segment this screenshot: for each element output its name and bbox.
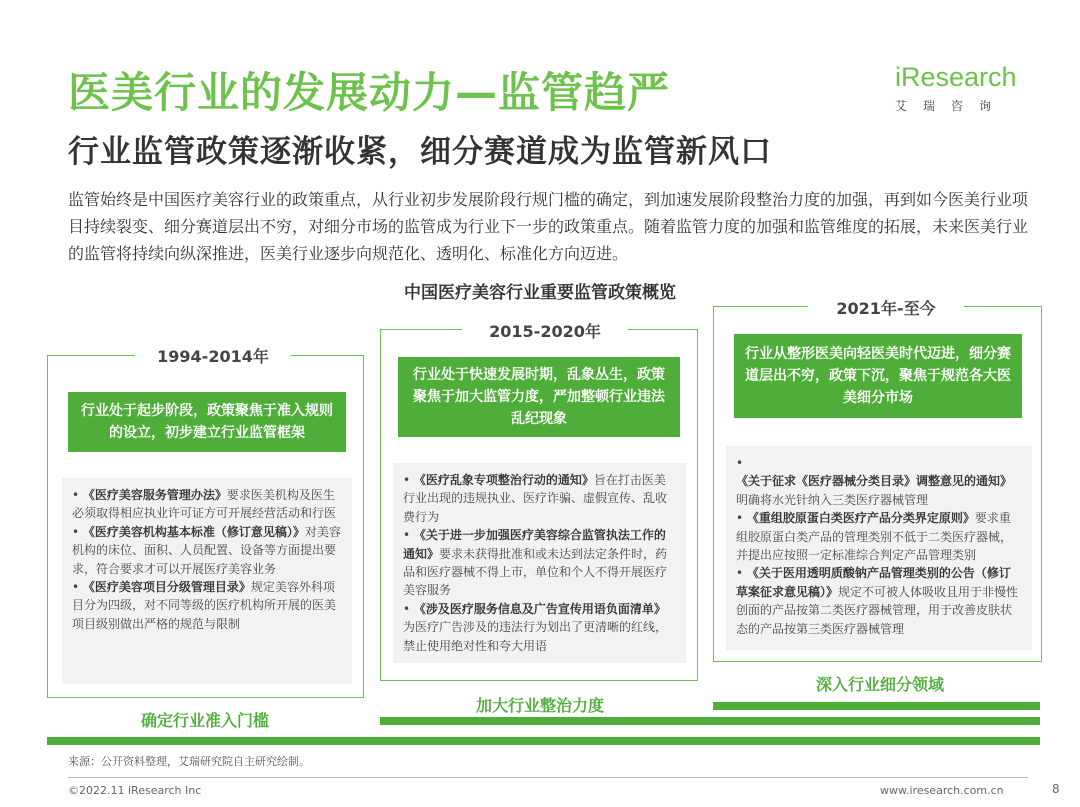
- policy-name: 《涉及医疗服务信息及广告宣传用语负面清单》: [413, 601, 666, 616]
- policy-text: 为医疗广告涉及的违法行为划出了更清晰的红线，禁止使用绝对性和夸大用语: [403, 620, 668, 653]
- website-link[interactable]: www.iresearch.com.cn: [880, 784, 1004, 797]
- policy-item: • 《关于医用透明质酸钠产品管理类别的公告（修订草案征求意见稿）》规定不可被人体吸收且用于非慢性创面的产品按第二类医疗器械管理，用于改善皮肤状态的产品按第三类医疗器械管理: [736, 566, 1019, 636]
- policy-text: 规定美容外科项目分为四级，对不同等级的医疗机构所开展的医美项目级别做出严格的规范与限制: [72, 580, 337, 631]
- policy-text: 要求医美机构及医生必须取得相应执业许可证方可开展经营活动和行医: [72, 488, 337, 521]
- policy-name: 《关于征求《医疗器械分类目录》调整意见的通知》: [736, 474, 1013, 489]
- period-title-3: 2021年-至今: [808, 296, 964, 319]
- phase-bar-1: [47, 737, 1040, 745]
- policy-item: • 《医疗乱象专项整治行动的通知》旨在打击医美行业出现的违规执业、医疗诈骗、虚假宣传、乱收费行为: [403, 473, 668, 524]
- policy-item: • 《重组胶原蛋白类医疗产品分类界定原则》要求重组胶原蛋白类产品的管理类别不低于二类医疗器械，并提出应按照一定标准综合判定产品管理类别: [736, 511, 1013, 563]
- policy-text: 对美容机构的床位、面积、人员配置、设备等方面提出要求，符合要求才可以开展医疗美容业务: [72, 524, 341, 576]
- period-summary-2: 行业处于快速发展时期，乱象丛生，政策聚焦于加大监管力度，严加整顿行业违法乱纪现象: [398, 357, 680, 437]
- phase-bar-3: [713, 702, 1040, 710]
- policy-name: 《医疗乱象专项整治行动的通知》: [413, 473, 594, 487]
- policy-text: 要求重组胶原蛋白类产品的管理类别不低于二类医疗器械，并提出应按照一定标准综合判定产品管理类别: [736, 511, 1013, 563]
- overview-title: 中国医疗美容行业重要监管政策概览: [404, 283, 676, 303]
- policy-name: 《关于医用透明质酸钠产品管理类别的公告（修订草案征求意见稿）》: [736, 566, 1011, 599]
- policy-name: 《关于进一步加强医疗美容综合监管执法工作的通知》: [403, 528, 666, 561]
- page-number: 8: [1052, 782, 1060, 796]
- logo-sub-text: 艾瑞咨询: [895, 99, 1008, 113]
- policy-name: 《医疗美容项目分级管理目录》: [82, 580, 251, 595]
- policy-text: 要求未获得批准和或未达到法定条件时，药品和医疗器械不得上市，单位和个人不得开展医疗美容服务: [403, 546, 668, 598]
- policy-name: 《重组胶原蛋白类医疗产品分类界定原则》: [746, 511, 975, 526]
- policy-item: • 《医疗美容项目分级管理目录》规定美容外科项目分为四级，对不同等级的医疗机构所开展的医美项目级别做出严格的规范与限制: [72, 580, 337, 631]
- policy-list-2: [393, 463, 686, 663]
- policy-text: 规定不可被人体吸收且用于非慢性创面的产品按第二类医疗器械管理，用于改善皮肤状态的产品按第三类医疗器械管理: [736, 584, 1019, 636]
- policy-list-1: [62, 478, 352, 684]
- phase-label-1: 确定行业准入门槛: [140, 711, 269, 730]
- page-subtitle: 行业监管政策逐渐收紧，细分赛道成为监管新风口: [68, 134, 772, 170]
- iresearch-logo: [895, 62, 1045, 114]
- policy-list-3: [726, 446, 1032, 650]
- copyright: ©2022.11 iResearch Inc: [68, 784, 202, 797]
- policy-text: 旨在打击医美行业出现的违规执业、医疗诈骗、虚假宣传、乱收费行为: [403, 473, 668, 524]
- period-title-2: 2015-2020年: [462, 319, 628, 342]
- logo-main-text: iResearch: [895, 62, 1017, 92]
- period-summary-3: 行业从整形医美向轻医美时代迈进，细分赛道层出不穷，政策下沉，聚焦于规范各大医美细分市场: [734, 334, 1022, 418]
- policy-text: 明确将水光针纳入三类医疗器械管理: [736, 492, 929, 507]
- phase-label-2: 加大行业整治力度: [475, 696, 604, 715]
- intro-paragraph: 监管始终是中国医疗美容行业的政策重点，从行业初步发展阶段行规门槛的确定，到加速发展阶段整治力度的加强，再到如今医美行业项目持续裂变、细分赛道层出不穷，对细分市场的监管成为行业下一步的政策重点。随着监管力度的加强和监管维度的拓展，未来医美行业的监管将持续向纵深推进，医美行业逐步向规范化、透明化、标准化方向迈进。: [68, 190, 1029, 263]
- policy-item: • 《关于征求《医疗器械分类目录》调整意见的通知》明确将水光针纳入三类医疗器械管理: [736, 456, 1013, 507]
- phase-bar-2: [380, 717, 1040, 725]
- phase-label-3: 深入行业细分领域: [815, 675, 944, 694]
- page-title: 医美行业的发展动力—监管趋严: [68, 68, 671, 117]
- policy-item: • 《关于进一步加强医疗美容综合监管执法工作的通知》要求未获得批准和或未达到法定条件时，药品和医疗器械不得上市，单位和个人不得开展医疗美容服务: [403, 528, 668, 598]
- period-summary-1: 行业处于起步阶段，政策聚焦于准入规则的设立，初步建立行业监管框架: [68, 392, 346, 452]
- footer-divider: [68, 777, 1028, 778]
- policy-name: 《医疗美容服务管理办法》: [82, 488, 227, 502]
- policy-name: 《医疗美容机构基本标准（修订意见稿）》: [82, 524, 305, 539]
- policy-item: • 《涉及医疗服务信息及广告宣传用语负面清单》为医疗广告涉及的违法行为划出了更清晰的红线，禁止使用绝对性和夸大用语: [403, 601, 668, 653]
- source-note: 来源：公开资料整理，艾瑞研究院自主研究绘制。: [68, 755, 310, 768]
- period-title-1: 1994-2014年: [135, 344, 291, 367]
- policy-item: • 《医疗美容服务管理办法》要求医美机构及医生必须取得相应执业许可证方可开展经营活动和行医: [72, 488, 337, 521]
- policy-item: • 《医疗美容机构基本标准（修订意见稿）》对美容机构的床位、面积、人员配置、设备等方面提出要求，符合要求才可以开展医疗美容业务: [72, 524, 341, 576]
